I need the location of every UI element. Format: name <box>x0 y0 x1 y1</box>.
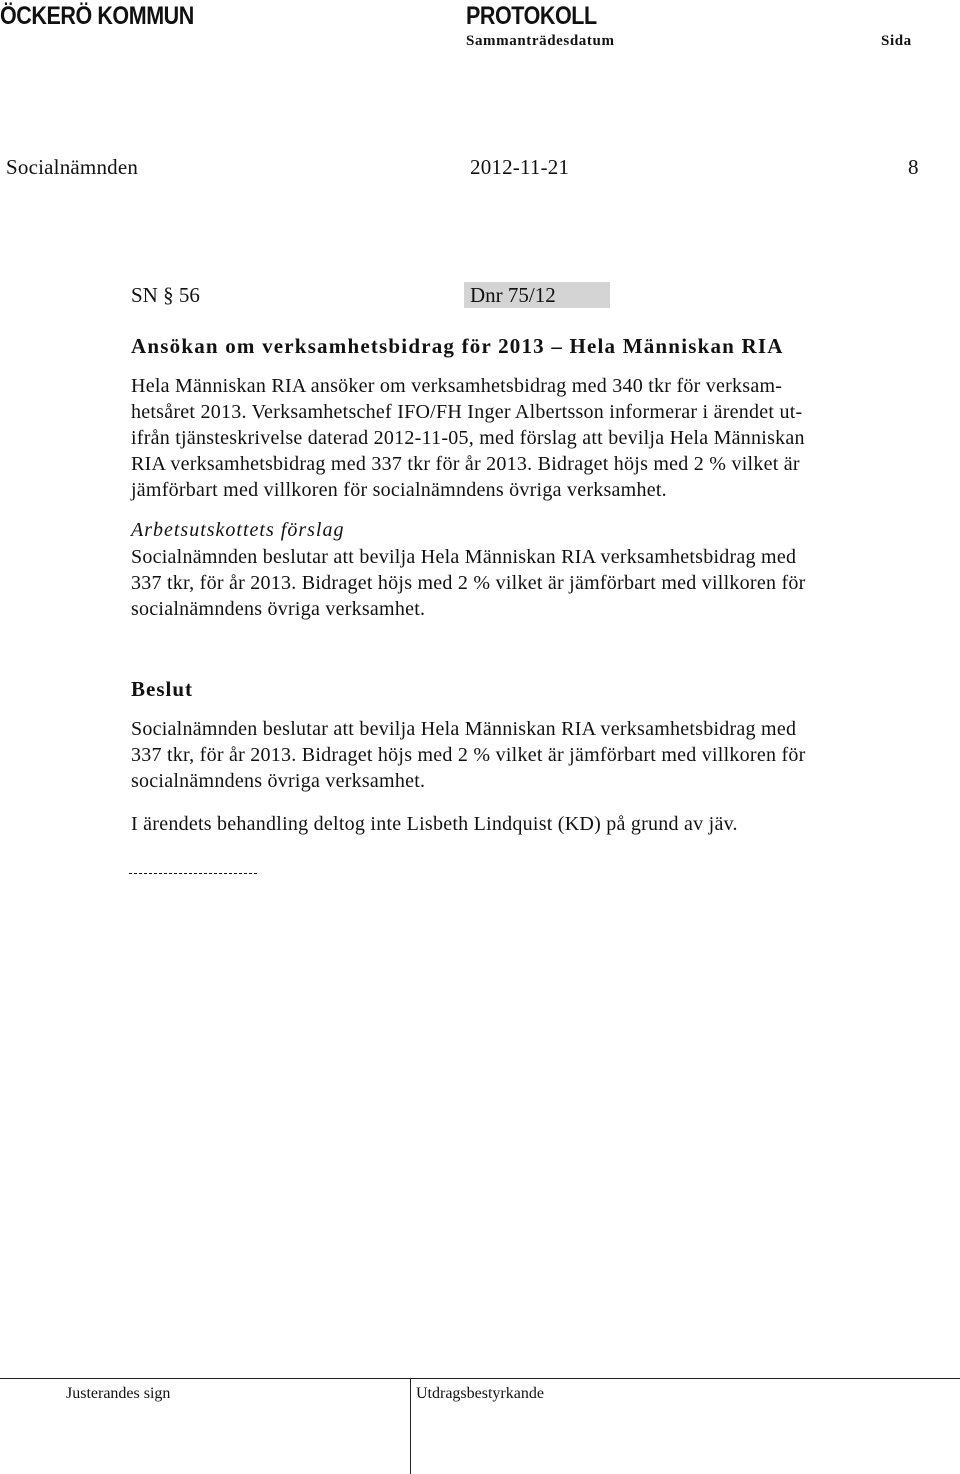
intro-line: ifrån tjänsteskrivelse daterad 2012-11-05, med förslag att bevilja Hela Människan <box>131 427 805 449</box>
certification-label: Utdragsbestyrkande <box>416 1385 544 1402</box>
page-label: Sida <box>881 33 912 49</box>
proposal-line: socialnämndens övriga verksamhet. <box>131 598 426 620</box>
case-title: Ansökan om verksamhetsbidrag för 2013 – Hela Människan RIA <box>131 334 784 358</box>
intro-line: jämförbart med villkoren för socialnämndens övriga verksamhet. <box>131 479 667 501</box>
decision-note-line: I ärendets behandling deltog inte Lisbeth Lindquist (KD) på grund av jäv. <box>131 813 738 835</box>
footer-divider <box>0 1378 960 1379</box>
proposal-line: 337 tkr, för år 2013. Bidraget höjs med 2 % vilket är jämförbart med villkoren för <box>131 572 806 594</box>
separator-line <box>129 873 257 874</box>
decision-heading: Beslut <box>131 677 194 701</box>
meeting-date: 2012-11-21 <box>470 155 570 179</box>
case-number: SN § 56 <box>131 283 200 307</box>
page-number: 8 <box>908 155 919 179</box>
committee-name: Socialnämnden <box>6 155 139 179</box>
decision-line: Socialnämnden beslutar att bevilja Hela Människan RIA verksamhetsbidrag med <box>131 718 797 740</box>
proposal-heading: Arbetsutskottets förslag <box>131 519 345 541</box>
intro-paragraph <box>131 373 951 503</box>
document-type: PROTOKOLL <box>466 2 597 30</box>
intro-line: hetsåret 2013. Verksamhetschef IFO/FH Inger Albertsson informerar i ärendet ut- <box>131 401 803 423</box>
meeting-date-label: Sammanträdesdatum <box>466 33 615 49</box>
proposal-line: Socialnämnden beslutar att bevilja Hela Människan RIA verksamhetsbidrag med <box>131 546 797 568</box>
decision-line: socialnämndens övriga verksamhet. <box>131 770 426 792</box>
decision-note <box>131 811 951 837</box>
decision-line: 337 tkr, för år 2013. Bidraget höjs med 2 % vilket är jämförbart med villkoren för <box>131 744 806 766</box>
footer-column-divider <box>410 1378 411 1474</box>
intro-line: Hela Människan RIA ansöker om verksamhetsbidrag med 340 tkr för verksam- <box>131 375 783 397</box>
intro-line: RIA verksamhetsbidrag med 337 tkr för år 2013. Bidraget höjs med 2 % vilket är <box>131 453 800 475</box>
municipality-name: ÖCKERÖ KOMMUN <box>0 2 194 30</box>
diary-number: Dnr 75/12 <box>470 283 556 307</box>
adjusting-sign-label: Justerandes sign <box>66 1385 171 1402</box>
decision-paragraph <box>131 716 951 794</box>
proposal-paragraph <box>131 544 951 622</box>
